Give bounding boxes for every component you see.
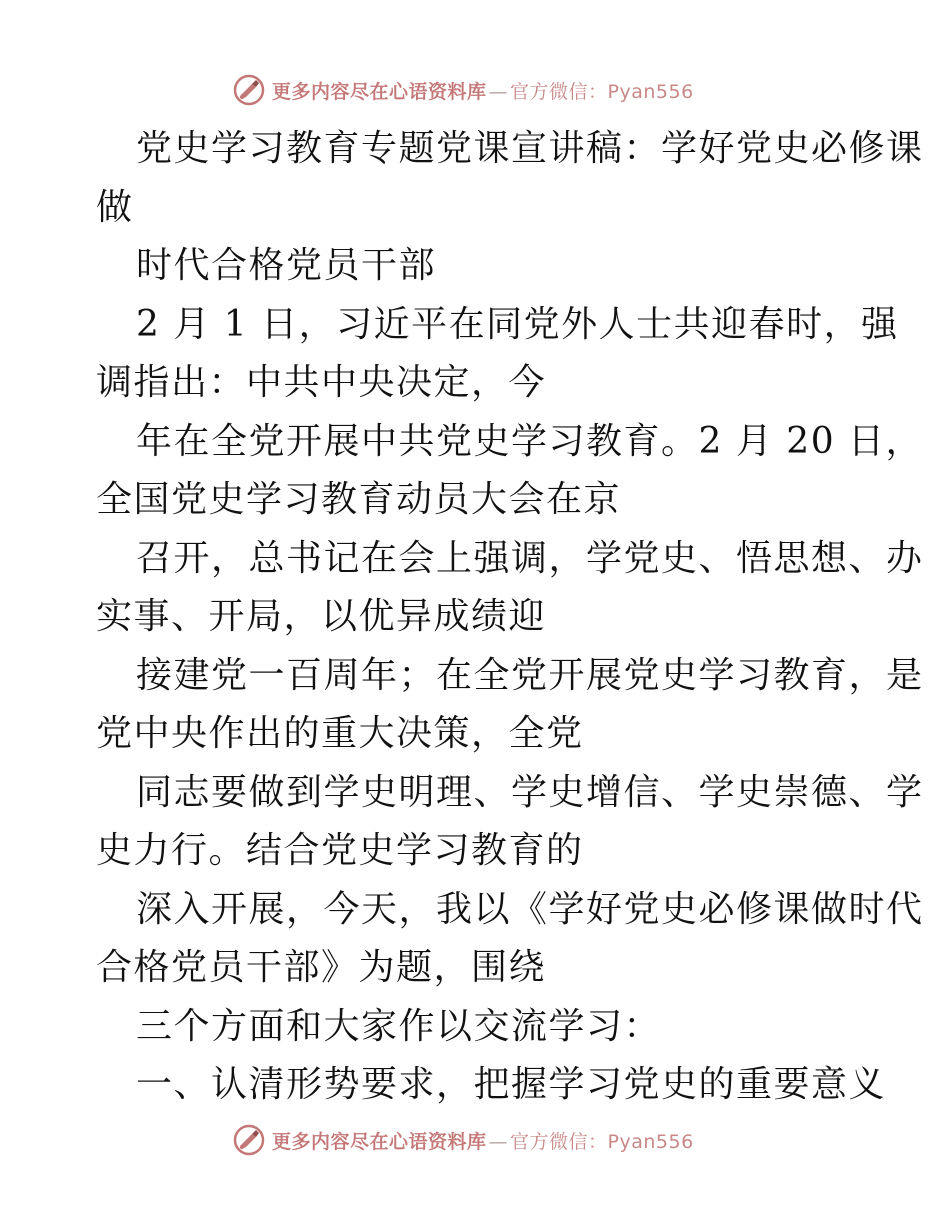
text-line: 合格党员干部》为题，围绕 xyxy=(96,947,547,988)
text-line: 史力行。结合党史学习教育的 xyxy=(96,830,584,871)
text-line: 2 月 1 日，习近平在同党外人士共迎春时，强 xyxy=(136,303,899,345)
text-line: 时代合格党员干部 xyxy=(136,245,437,286)
text-line: 深入开展，今天，我以《学好党史必修课做时代 xyxy=(136,888,924,930)
text-line: 调指出：中共中央决定，今 xyxy=(96,362,547,403)
text-line: 召开，总书记在会上强调，学党史、悟思想、办 xyxy=(136,537,924,579)
watermark-text xyxy=(272,1127,694,1154)
text-line: 同志要做到学史明理、学史增信、学史崇德、学 xyxy=(136,771,924,813)
watermark-contact: 官方微信：Pyan556 xyxy=(510,80,694,103)
watermark-text xyxy=(272,77,694,104)
watermark-separator: — xyxy=(488,1130,509,1153)
text-line: 全国党史学习教育动员大会在京 xyxy=(96,479,622,520)
watermark-contact: 官方微信：Pyan556 xyxy=(510,1130,694,1153)
watermark-separator: — xyxy=(488,80,509,103)
text-line: 实事、开局，以优异成绩迎 xyxy=(96,596,547,637)
text-line: 接建党一百周年；在全党开展党史学习教育，是 xyxy=(136,654,924,696)
footer-watermark xyxy=(232,1122,694,1158)
text-line: 党中央作出的重大决策，全党 xyxy=(96,713,584,754)
text-line: 三个方面和大家作以交流学习： xyxy=(136,1005,662,1047)
watermark-brand: 更多内容尽在心语资料库 xyxy=(272,1130,487,1153)
text-line: 党史学习教育专题党课宣讲稿：学好党史必修课 xyxy=(136,128,924,169)
brush-seal-icon xyxy=(232,1123,266,1157)
section-heading: 一、认清形势要求，把握学习党史的重要意义 xyxy=(136,1064,887,1105)
text-line: 年在全党开展中共党史学习教育。2 月 20 日， xyxy=(136,420,924,462)
document-body xyxy=(96,120,924,1115)
brush-seal-icon xyxy=(232,73,266,107)
text-line: 做 xyxy=(96,186,134,228)
header-watermark xyxy=(232,72,694,108)
watermark-brand: 更多内容尽在心语资料库 xyxy=(272,80,487,103)
